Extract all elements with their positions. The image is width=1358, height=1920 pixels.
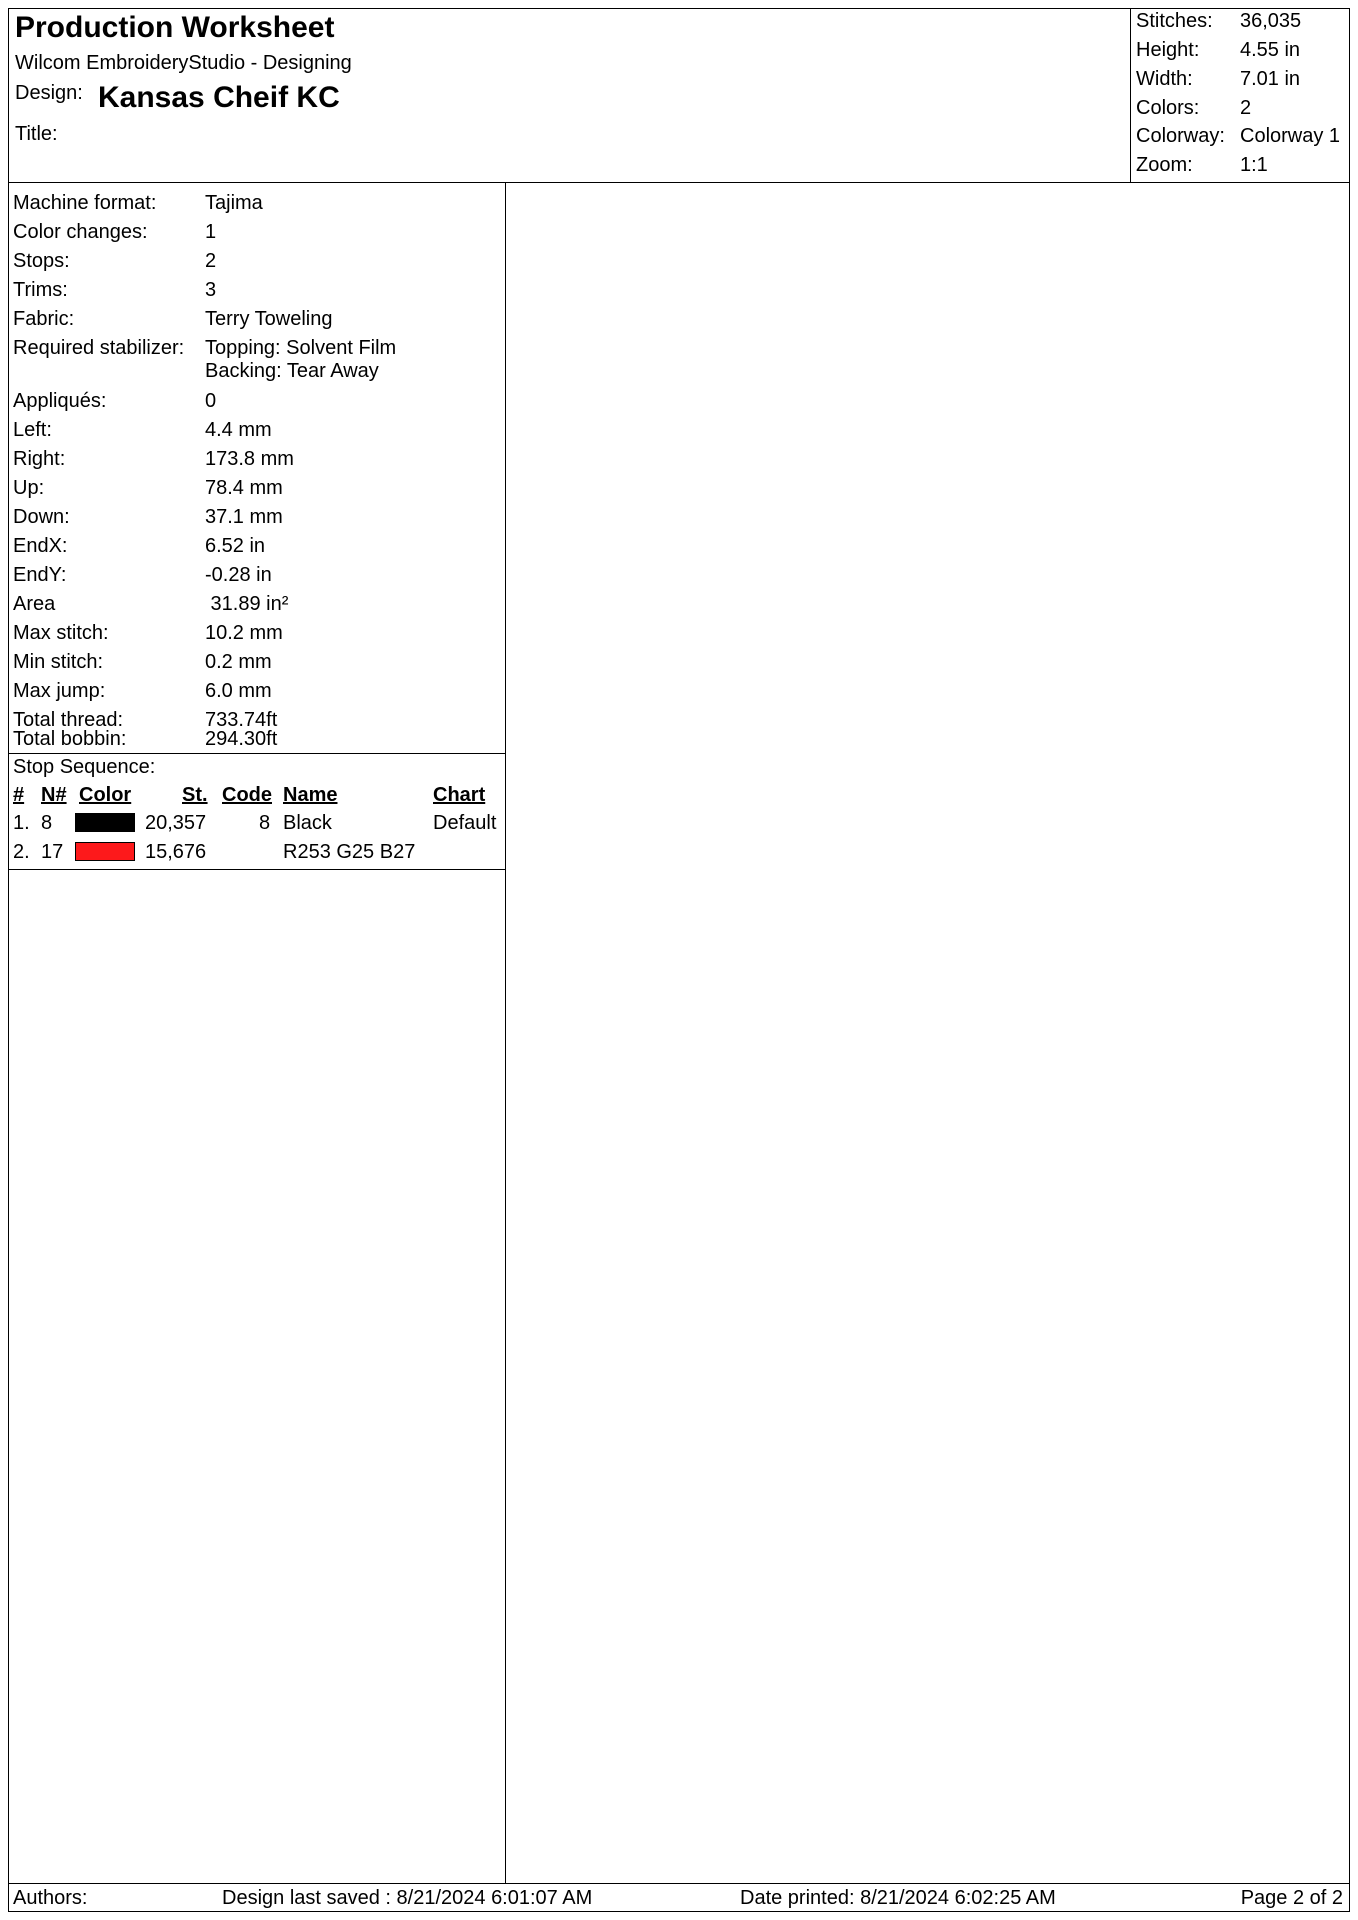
stop-color-name: Black — [283, 812, 332, 834]
prop-label: Right: — [13, 448, 66, 470]
prop-label: Appliqués: — [13, 390, 107, 412]
prop-value: 3 — [205, 279, 217, 301]
worksheet-footer — [9, 1883, 1349, 1912]
worksheet-header — [9, 9, 1349, 183]
prop-value: Terry Toweling — [205, 308, 333, 330]
prop-value: 31.89 in² — [205, 593, 289, 615]
page-number: Page 2 of 2 — [1240, 1887, 1343, 1909]
stat-label: Zoom: — [1136, 154, 1193, 176]
prop-label: EndY: — [13, 564, 67, 586]
design-properties — [9, 182, 505, 754]
stat-label: Colors: — [1136, 97, 1200, 119]
prop-label: Trims: — [13, 279, 68, 301]
prop-label: EndX: — [13, 535, 68, 557]
prop-label: Left: — [13, 419, 52, 441]
prop-label: Max stitch: — [13, 622, 109, 644]
prop-label: Area — [13, 593, 56, 615]
prop-value: 294.30ft — [205, 728, 278, 750]
date-printed: Date printed: 8/21/2024 6:02:25 AM — [740, 1887, 1056, 1909]
stat-value: 1:1 — [1240, 154, 1268, 176]
stop-sequence-table — [9, 753, 505, 870]
prop-value: 4.4 mm — [205, 419, 272, 441]
stop-stitches: 15,676 — [145, 841, 207, 863]
prop-label: Total thread: — [13, 709, 124, 731]
stat-value: 2 — [1240, 97, 1252, 119]
prop-label: Stops: — [13, 250, 70, 272]
col-header-name: Name — [283, 784, 338, 806]
software-subtitle: Wilcom EmbroideryStudio - Designing — [15, 52, 352, 74]
stop-color-name: R253 G25 B27 — [283, 841, 416, 863]
stop-stitches: 20,357 — [145, 812, 207, 834]
prop-value: 2 — [205, 250, 217, 272]
stat-value: 36,035 — [1240, 10, 1302, 32]
stop-code: 8 — [259, 812, 271, 834]
prop-value: Backing: Tear Away — [205, 360, 379, 382]
prop-value: 10.2 mm — [205, 622, 283, 644]
details-panel — [9, 182, 506, 1883]
prop-label: Down: — [13, 506, 70, 528]
prop-value: 173.8 mm — [205, 448, 294, 470]
prop-label: Color changes: — [13, 221, 148, 243]
prop-value: 6.0 mm — [205, 680, 272, 702]
prop-value: 0 — [205, 390, 217, 412]
stop-needle: 17 — [41, 841, 64, 863]
production-worksheet — [8, 8, 1350, 1912]
col-header-chart: Chart — [433, 784, 486, 806]
prop-label: Required stabilizer: — [13, 337, 185, 359]
stat-value: Colorway 1 — [1240, 125, 1341, 147]
stat-label: Height: — [1136, 39, 1200, 61]
col-header-code: Code — [222, 784, 272, 806]
stat-label: Stitches: — [1136, 10, 1213, 32]
stop-number: 1. — [13, 812, 30, 834]
prop-value: -0.28 in — [205, 564, 272, 586]
prop-label: Up: — [13, 477, 45, 499]
prop-value: 6.52 in — [205, 535, 266, 557]
col-header-number: # — [13, 784, 25, 806]
prop-label: Machine format: — [13, 192, 157, 214]
design-label: Design: — [15, 82, 83, 104]
prop-value: Topping: Solvent Film — [205, 337, 397, 359]
stat-label: Colorway: — [1136, 125, 1225, 147]
prop-value: Tajima — [205, 192, 263, 214]
prop-value: 1 — [205, 221, 217, 243]
stop-chart: Default — [433, 812, 497, 834]
stop-needle: 8 — [41, 812, 53, 834]
design-stats-box — [1130, 9, 1350, 182]
col-header-needle: N# — [41, 784, 67, 806]
page-title: Production Worksheet — [15, 11, 335, 44]
stop-sequence-title: Stop Sequence: — [13, 756, 156, 778]
prop-value: 733.74ft — [205, 709, 278, 731]
stat-value: 7.01 in — [1240, 68, 1301, 90]
col-header-stitches: St. — [182, 784, 208, 806]
design-name: Kansas Cheif KC — [98, 81, 340, 114]
prop-label: Fabric: — [13, 308, 75, 330]
color-swatch — [75, 813, 135, 832]
prop-label: Total bobbin: — [13, 728, 127, 750]
col-header-color: Color — [79, 784, 132, 806]
color-swatch — [75, 842, 135, 861]
title-label: Title: — [15, 123, 58, 145]
prop-label: Min stitch: — [13, 651, 104, 673]
stat-label: Width: — [1136, 68, 1193, 90]
prop-value: 0.2 mm — [205, 651, 272, 673]
prop-value: 78.4 mm — [205, 477, 283, 499]
stop-number: 2. — [13, 841, 30, 863]
design-last-saved: Design last saved : 8/21/2024 6:01:07 AM — [222, 1887, 593, 1909]
stat-value: 4.55 in — [1240, 39, 1301, 61]
prop-label: Max jump: — [13, 680, 106, 702]
prop-value: 37.1 mm — [205, 506, 283, 528]
authors-label: Authors: — [13, 1887, 88, 1909]
